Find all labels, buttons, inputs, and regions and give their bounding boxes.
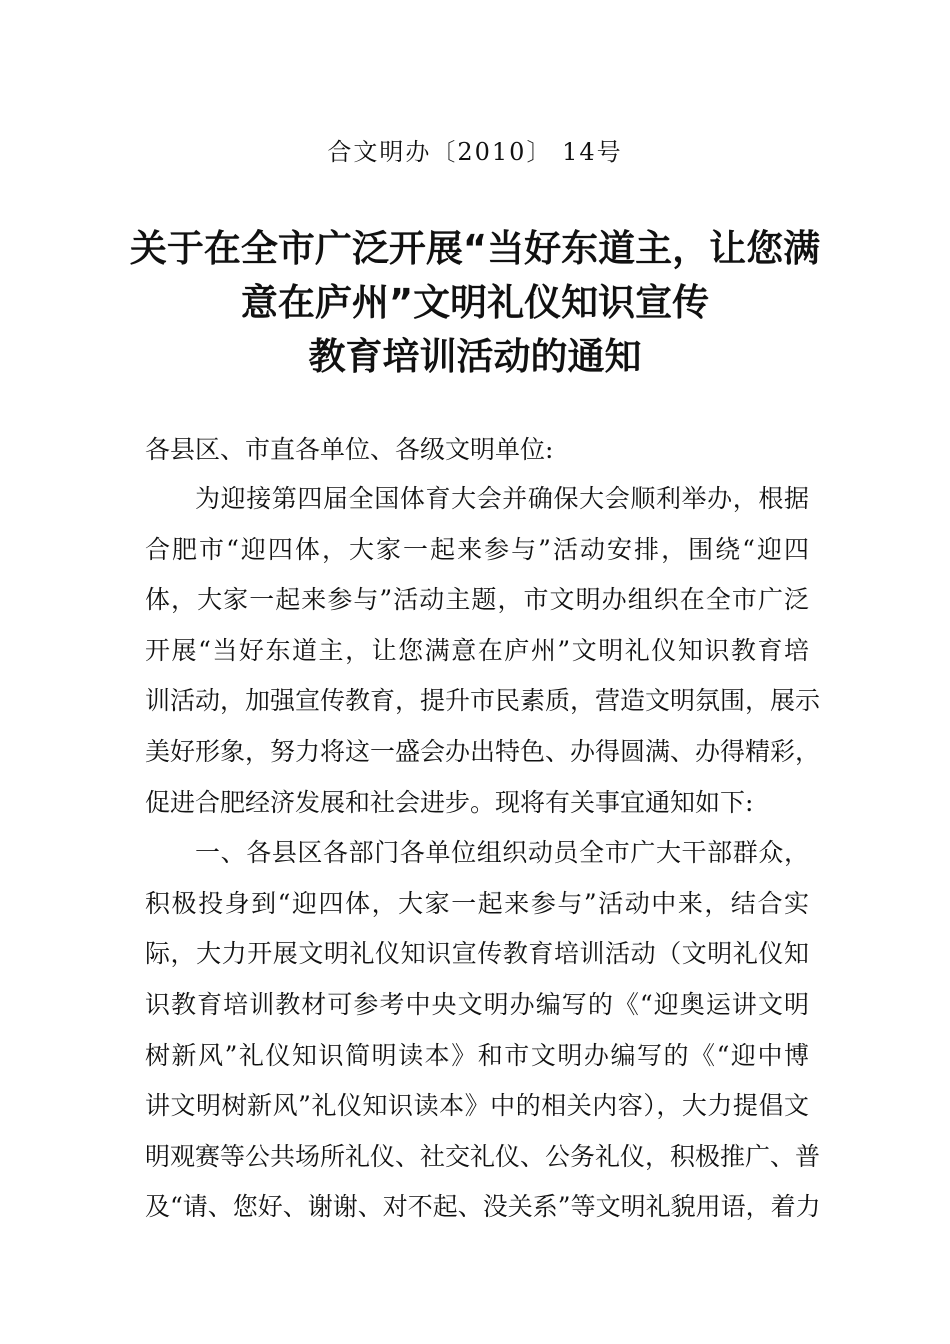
body-line: 一、各县区各部门各单位组织动员全市广大干部群众， [195, 838, 809, 868]
body-line: 识教育培训教材可参考中央文明办编写的《“迎奥运讲文明 [145, 989, 809, 1019]
document-number: 合文明办〔2010〕 14号 [327, 138, 623, 166]
body-line: 促进合肥经济发展和社会进步。现将有关事宜通知如下: [145, 787, 754, 817]
document-body [145, 474, 821, 1233]
title-line-1: 关于在全市广泛开展“当好东道主，让您满 [129, 227, 821, 270]
body-line: 积极投身到“迎四体，大家一起来参与”活动中来，结合实 [145, 888, 809, 918]
body-line: 开展“当好东道主，让您满意在庐州”文明礼仪知识教育培 [145, 635, 809, 665]
salutation: 各县区、市直各单位、各级文明单位: [145, 435, 554, 464]
document-title [120, 222, 830, 384]
body-line: 训活动，加强宣传教育，提升市民素质，营造文明氛围，展示 [145, 686, 821, 716]
title-line-2: 意在庐州”文明礼仪知识宣传 [240, 281, 710, 324]
body-line: 为迎接第四届全国体育大会并确保大会顺利举办，根据 [195, 484, 809, 513]
body-line: 讲文明树新风”礼仪知识读本》中的相关内容），大力提倡文 [145, 1091, 809, 1121]
title-line-3: 教育培训活动的通知 [308, 335, 642, 378]
body-line: 际，大力开展文明礼仪知识宣传教育培训活动（文明礼仪知 [145, 939, 809, 969]
body-line: 明观赛等公共场所礼仪、社交礼仪、公务礼仪，积极推广、普 [145, 1141, 821, 1171]
body-line: 合肥市“迎四体，大家一起来参与”活动安排，围绕“迎四 [145, 534, 809, 564]
body-line: 美好形象，努力将这一盛会办出特色、办得圆满、办得精彩， [145, 736, 821, 766]
body-line: 体，大家一起来参与”活动主题，市文明办组织在全市广泛 [145, 585, 809, 615]
body-line: 及“请、您好、谢谢、对不起、没关系”等文明礼貌用语，着力 [145, 1192, 821, 1222]
body-line: 树新风”礼仪知识简明读本》和市文明办编写的《“迎中博 [145, 1040, 809, 1070]
